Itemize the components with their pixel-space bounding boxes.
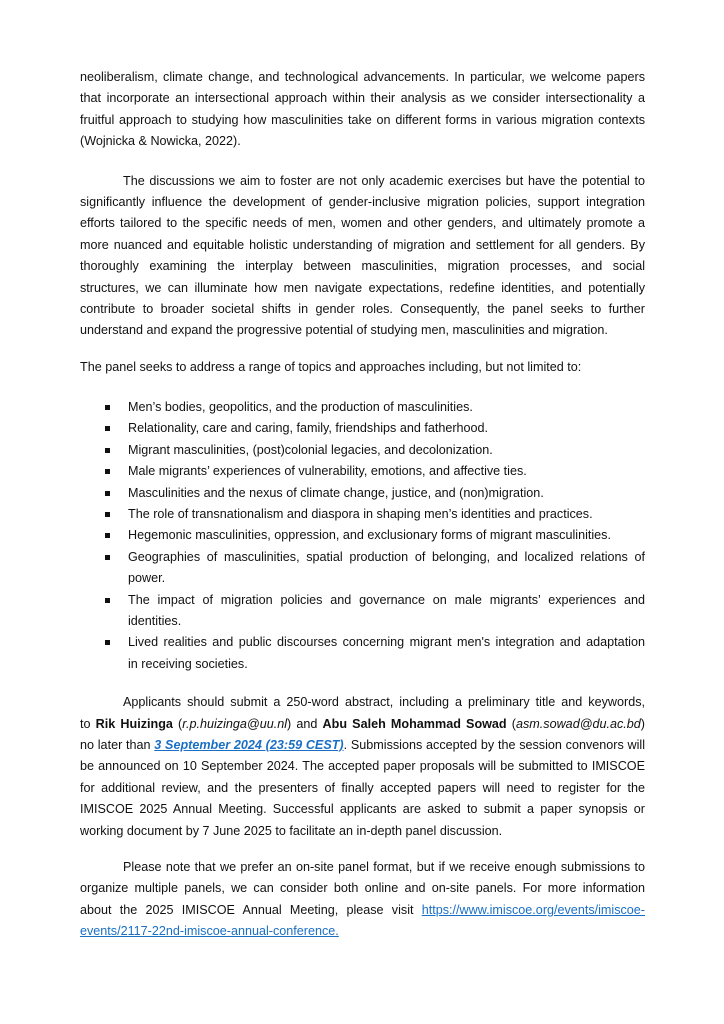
topic-list-item [80,632,645,675]
text-line: that incorporate an intersectional approach within their analysis as we consider intersectionality a [80,91,645,106]
bullet-square-icon [105,469,110,474]
text-run: be announced on 10 September 2024. The accepted paper proposals will be submitted to IMISCOE [80,759,645,774]
text-line: more nuanced and equitable holistic understanding of migration and settlement for all genders. By [80,237,645,252]
text-line: thoroughly examining the interplay between masculinities, migration processes, and social [80,259,645,274]
text-run: about the 2025 IMISCOE Annual Meeting, please visit [80,902,422,917]
text-run: to [80,716,96,731]
topic-list-item [80,418,645,439]
convenor-email: asm.sowad@du.ac.bd [516,716,641,731]
bullet-square-icon [105,512,110,517]
text-line [80,821,645,842]
paragraph-format-note [80,857,645,943]
text-line [80,756,645,777]
topic-list-item [80,525,645,546]
text-run: Please note that we prefer an on-site panel format, but if we receive enough submissions to [123,859,645,874]
text-line: neoliberalism, climate change, and technological advancements. In particular, we welcome papers [80,70,645,84]
topic-list-item [80,547,645,590]
text-run: ) and [287,716,323,731]
paragraph-discussion [80,171,645,342]
body-paragraphs-top [80,67,645,378]
topic-text-line: The impact of migration policies and governance on male migrants’ experiences and [128,592,645,607]
conference-url-link[interactable]: events/2117-22nd-imiscoe-annual-conference. [80,924,339,939]
topic-list-item [80,483,645,504]
topic-text-line: Migrant masculinities, (post)colonial legacies, and decolonization. [128,442,493,457]
text-line [80,878,645,899]
text-line: (Wojnicka & Nowicka, 2022). [80,134,241,149]
text-run: no later than [80,737,155,752]
text-line: efforts tailored to the specific needs of men, women and other genders, and ultimately promote a [80,216,645,231]
bullet-square-icon [105,491,110,496]
topic-list-item [80,461,645,482]
conference-url-link[interactable]: https://www.imiscoe.org/events/imiscoe- [421,902,645,917]
bullet-square-icon [105,448,110,453]
topic-text-line: Lived realities and public discourses concerning migrant men's integration and adaptation [128,635,645,650]
text-line: The discussions we aim to foster are not only academic exercises but have the potential to [123,173,645,188]
text-line: The panel seeks to address a range of topics and approaches including, but not limited to: [80,359,582,374]
text-line [80,799,645,820]
paragraph-topics-intro [80,357,645,378]
text-run: working document by 7 June 2025 to facilitate an in-depth panel discussion. [80,823,503,838]
topic-list-item [80,590,645,633]
text-line: fruitful approach to studying how masculinities take on different forms in various migration contexts [80,112,645,127]
paragraph-submission [80,692,645,842]
bullet-square-icon [105,533,110,538]
text-run: ) [640,716,645,731]
text-run: ( [506,716,516,731]
text-line: significantly influence the development of gender-inclusive migration policies, support integration [80,194,645,209]
body-paragraphs-bottom [80,692,645,942]
text-line: contribute to broader societal shifts in gender roles. Consequently, the panel seeks to further [80,301,645,316]
topic-list-item [80,397,645,418]
topic-list-item [80,504,645,525]
text-line [80,900,645,921]
text-run: organize multiple panels, we can consider both online and on-site panels. For more information [80,881,645,896]
text-line: understand and expand the progressive potential of studying men, masculinities and migration. [80,323,608,338]
text-run: for additional review, and the presenters of finally accepted papers will need to register for the [80,780,645,795]
topic-text-line: Male migrants’ experiences of vulnerability, emotions, and affective ties. [128,464,527,479]
bullet-square-icon [105,640,110,645]
text-line [80,921,645,942]
text-run: IMISCOE 2025 Annual Meeting. Successful applicants are asked to submit a paper synopsis or [80,802,645,817]
topic-text-line: in receiving societies. [128,656,248,671]
text-line [80,778,645,799]
text-run: Applicants should submit a 250-word abstract, including a preliminary title and keywords, [123,695,645,710]
topic-text-line: Men’s bodies, geopolitics, and the production of masculinities. [128,400,473,415]
topic-text-line: The role of transnationalism and diaspora in shaping men’s identities and practices. [128,507,593,522]
convenor-name: Abu Saleh Mohammad Sowad [322,716,507,731]
text-line [80,692,645,713]
text-line [80,735,645,756]
convenor-name: Rik Huizinga [95,716,173,731]
text-line [80,714,645,735]
bullet-square-icon [105,426,110,431]
document-page [80,67,645,942]
paragraph-intro-continuation [80,67,645,153]
bullet-square-icon [105,598,110,603]
topic-text-line: Geographies of masculinities, spatial production of belonging, and localized relations of [128,549,645,564]
topic-list [80,397,645,675]
topic-text-line: power. [128,571,166,586]
topic-list-item [80,440,645,461]
topic-text-line: identities. [128,613,182,628]
text-line: structures, we can illuminate how men navigate expectations, redefine identities, and potentially [80,280,645,295]
text-line [80,857,645,878]
topic-text-line: Relationality, care and caring, family, friendships and fatherhood. [128,421,489,436]
topic-text-line: Masculinities and the nexus of climate change, justice, and (non)migration. [128,485,544,500]
bullet-square-icon [105,555,110,560]
text-run: . Submissions accepted by the session convenors will [343,737,646,752]
topic-text-line: Hegemonic masculinities, oppression, and exclusionary forms of migrant masculinities. [128,528,611,543]
convenor-email: r.p.huizinga@uu.nl [182,716,288,731]
deadline-link[interactable]: 3 September 2024 (23:59 CEST) [154,737,344,752]
text-run: ( [172,716,183,731]
bullet-square-icon [105,405,110,410]
